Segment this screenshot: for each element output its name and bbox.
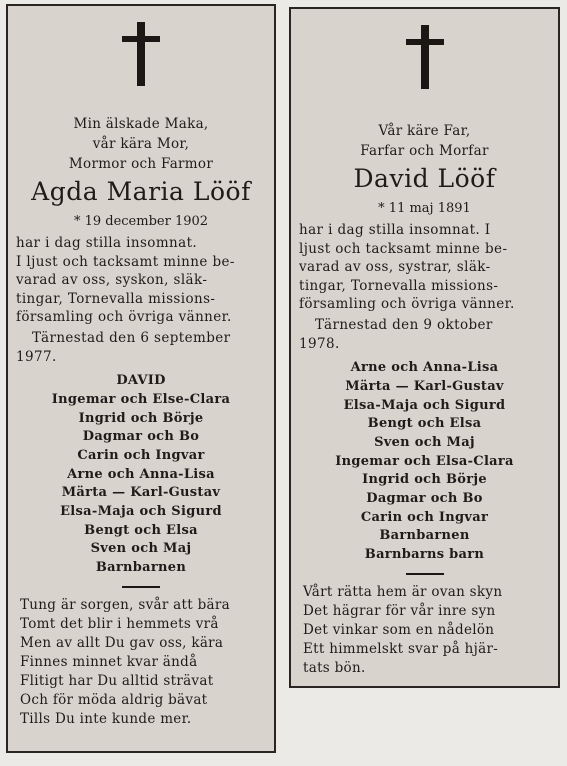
obituary-notice-david [289, 7, 560, 688]
signer: Sven och Maj [374, 434, 475, 450]
notice-body [8, 234, 274, 327]
signer: Elsa-Maja och Sigurd [343, 397, 506, 413]
cross-icon [122, 22, 160, 86]
body-line: har i dag stilla insomnat. [16, 235, 198, 251]
intro-line: Vår käre Far, [378, 123, 471, 139]
body-line: tingar, Tornevalla missions- [16, 290, 216, 307]
signers-list [291, 359, 558, 565]
signer: Ingemar och Elsa-Clara [335, 453, 514, 469]
body-line: församling och övriga vänner. [299, 296, 515, 313]
body-line: ljust och tacksamt minne be- [299, 240, 508, 257]
signer: Carin och Ingvar [360, 509, 489, 525]
signer: Sven och Maj [90, 541, 192, 557]
birth-date: * 11 maj 1891 [378, 201, 471, 216]
divider [122, 586, 160, 588]
verse-line: Och för möda aldrig bävat [20, 691, 208, 708]
intro-text [8, 114, 274, 174]
body-line: församling och övriga vänner. [16, 309, 232, 326]
memorial-verse [291, 583, 558, 678]
signer: Barnbarns barn [364, 547, 485, 563]
signer: Dagmar och Bo [366, 491, 483, 507]
verse-line: tats bön. [303, 659, 366, 676]
place-date-year: 1978. [299, 335, 340, 352]
signer: Carin och Ingvar [77, 447, 205, 463]
intro-text [291, 121, 558, 161]
intro-line: Farfar och Morfar [360, 143, 489, 159]
place-date-line: Tärnestad den 9 oktober [315, 316, 493, 333]
memorial-verse [8, 596, 274, 729]
signer: Ingrid och Börje [362, 472, 487, 488]
place-date-year: 1977. [16, 348, 57, 365]
body-line: varad av oss, systrar, släk- [299, 259, 491, 276]
signer: Barnbarnen [379, 528, 470, 544]
intro-line: vår kära Mor, [92, 136, 190, 152]
cross-icon [406, 25, 444, 89]
verse-line: Tills Du inte kunde mer. [20, 710, 192, 727]
verse-line: Men av allt Du gav oss, kära [20, 634, 224, 651]
signers-list [8, 372, 274, 578]
place-date-line: Tärnestad den 6 september [32, 329, 231, 346]
body-line: tingar, Tornevalla missions- [299, 277, 499, 294]
verse-line: Finnes minnet kvar ändå [20, 653, 198, 670]
body-line: I ljust och tacksamt minne be- [16, 253, 235, 270]
body-line: har i dag stilla insomnat. I [299, 222, 491, 238]
body-line: varad av oss, syskon, släk- [16, 272, 208, 289]
place-date [8, 329, 274, 366]
obituary-notice-agda [6, 4, 276, 753]
birth-date: * 19 december 1902 [73, 214, 209, 229]
divider [406, 573, 444, 575]
intro-line: Mormor och Farmor [68, 156, 214, 172]
signer: Ingemar och Else-Clara [51, 391, 231, 407]
signer: Ingrid och Börje [78, 410, 204, 426]
verse-line: Det hägrar för vår inre syn [303, 602, 496, 619]
signer: Bengt och Elsa [84, 522, 198, 538]
notice-body [291, 221, 558, 314]
signer: Bengt och Elsa [367, 416, 482, 432]
verse-line: Vårt rätta hem är ovan skyn [303, 583, 503, 600]
verse-line: Det vinkar som en nådelön [303, 621, 495, 638]
verse-line: Flitigt har Du alltid strävat [20, 672, 214, 689]
signer: Barnbarnen [95, 560, 187, 576]
signer: Märta — Karl-Gustav [61, 485, 221, 501]
verse-line: Tomt det blir i hemmets vrå [20, 615, 219, 632]
verse-line: Tung är sorgen, svår att bära [20, 596, 230, 613]
signer: Elsa-Maja och Sigurd [60, 504, 222, 520]
signer: Arne och Anna-Lisa [350, 360, 499, 376]
deceased-name: David Lööf [353, 164, 496, 193]
verse-line: Ett himmelskt svar på hjär- [303, 640, 499, 657]
place-date [291, 316, 558, 353]
signer: Dagmar och Bo [82, 429, 200, 445]
intro-line: Min älskade Maka, [73, 116, 209, 132]
signer: Märta — Karl-Gustav [345, 378, 504, 394]
deceased-name: Agda Maria Lööf [31, 177, 251, 206]
signer: Arne och Anna-Lisa [67, 466, 215, 482]
signer: DAVID [116, 373, 166, 389]
